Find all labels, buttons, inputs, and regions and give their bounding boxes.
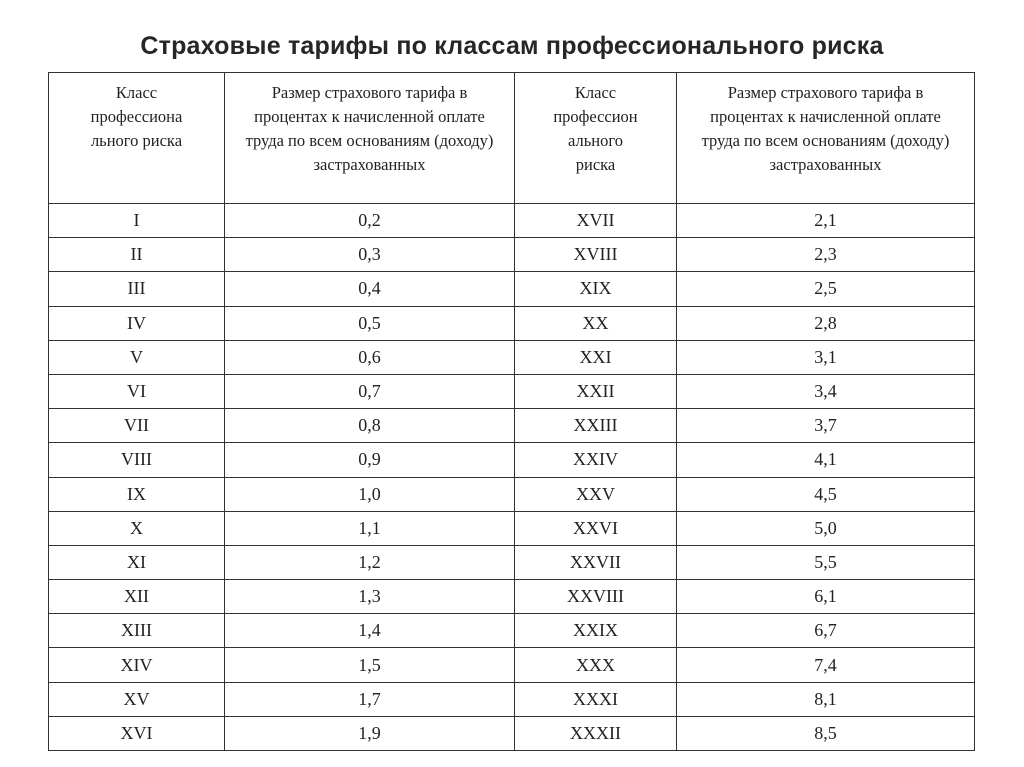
rate-right-cell: 4,5 xyxy=(677,477,975,511)
class-right-cell: XXVIII xyxy=(515,580,677,614)
class-left-cell: X xyxy=(49,511,225,545)
header-rate-right xyxy=(677,73,975,204)
rate-left-cell: 0,8 xyxy=(225,409,515,443)
class-left-cell: VII xyxy=(49,409,225,443)
class-right-cell: XXIX xyxy=(515,614,677,648)
header-class-right-text: Класс профессион ального риска xyxy=(553,83,638,174)
header-rate-left xyxy=(225,73,515,204)
rate-left-cell: 1,0 xyxy=(225,477,515,511)
class-right-cell: XVII xyxy=(515,204,677,238)
rate-right-cell: 2,1 xyxy=(677,204,975,238)
rate-left-cell: 0,6 xyxy=(225,340,515,374)
class-left-cell: XII xyxy=(49,580,225,614)
header-class-left xyxy=(49,73,225,204)
class-right-cell: XXIII xyxy=(515,409,677,443)
class-right-cell: XX xyxy=(515,306,677,340)
table-row xyxy=(49,409,975,443)
class-left-cell: IX xyxy=(49,477,225,511)
class-right-cell: XXIV xyxy=(515,443,677,477)
class-right-cell: XXX xyxy=(515,648,677,682)
table-row xyxy=(49,374,975,408)
page-title: Страховые тарифы по классам профессионального риска xyxy=(140,32,884,60)
table-row xyxy=(49,272,975,306)
rate-left-cell: 0,4 xyxy=(225,272,515,306)
rate-left-cell: 1,5 xyxy=(225,648,515,682)
table-row xyxy=(49,511,975,545)
rate-left-cell: 1,2 xyxy=(225,545,515,579)
class-left-cell: I xyxy=(49,204,225,238)
class-right-cell: XXII xyxy=(515,374,677,408)
class-left-cell: XI xyxy=(49,545,225,579)
class-right-cell: XXVI xyxy=(515,511,677,545)
rate-left-cell: 1,4 xyxy=(225,614,515,648)
header-rate-right-text: Размер страхового тарифа в процентах к начисленной оплате труда по всем основаниям (доходу) застрахованных xyxy=(701,83,950,174)
table-row xyxy=(49,545,975,579)
rate-right-cell: 6,1 xyxy=(677,580,975,614)
rate-left-cell: 1,9 xyxy=(225,716,515,750)
class-left-cell: VI xyxy=(49,374,225,408)
rate-right-cell: 3,4 xyxy=(677,374,975,408)
class-right-cell: XXI xyxy=(515,340,677,374)
header-class-left-text: Класс профессиона льного риска xyxy=(90,83,183,150)
rate-right-cell: 8,1 xyxy=(677,682,975,716)
rate-right-cell: 4,1 xyxy=(677,443,975,477)
class-left-cell: XIV xyxy=(49,648,225,682)
class-right-cell: XIX xyxy=(515,272,677,306)
rate-left-cell: 1,3 xyxy=(225,580,515,614)
class-left-cell: XV xyxy=(49,682,225,716)
header-row xyxy=(49,73,975,204)
rate-left-cell: 0,2 xyxy=(225,204,515,238)
class-left-cell: XVI xyxy=(49,716,225,750)
table-row xyxy=(49,204,975,238)
rate-right-cell: 6,7 xyxy=(677,614,975,648)
rate-right-cell: 7,4 xyxy=(677,648,975,682)
class-right-cell: XXXI xyxy=(515,682,677,716)
class-left-cell: II xyxy=(49,238,225,272)
class-left-cell: XIII xyxy=(49,614,225,648)
rate-left-cell: 1,7 xyxy=(225,682,515,716)
rate-left-cell: 0,3 xyxy=(225,238,515,272)
table-row xyxy=(49,716,975,750)
rate-left-cell: 1,1 xyxy=(225,511,515,545)
rate-right-cell: 3,1 xyxy=(677,340,975,374)
class-left-cell: IV xyxy=(49,306,225,340)
table-row xyxy=(49,682,975,716)
class-right-cell: XXV xyxy=(515,477,677,511)
header-class-right xyxy=(515,73,677,204)
class-right-cell: XVIII xyxy=(515,238,677,272)
class-left-cell: V xyxy=(49,340,225,374)
rate-right-cell: 8,5 xyxy=(677,716,975,750)
rate-right-cell: 2,3 xyxy=(677,238,975,272)
rate-left-cell: 0,5 xyxy=(225,306,515,340)
class-left-cell: VIII xyxy=(49,443,225,477)
tariff-table xyxy=(48,72,975,751)
table-row xyxy=(49,648,975,682)
table-row xyxy=(49,614,975,648)
tariff-table-body xyxy=(49,204,975,751)
table-row xyxy=(49,306,975,340)
header-rate-left-text: Размер страхового тарифа в процентах к начисленной оплате труда по всем основаниям (доходу) застрахованных xyxy=(245,83,494,174)
table-row xyxy=(49,238,975,272)
rate-right-cell: 5,0 xyxy=(677,511,975,545)
rate-right-cell: 2,5 xyxy=(677,272,975,306)
rate-right-cell: 3,7 xyxy=(677,409,975,443)
table-row xyxy=(49,443,975,477)
table-row xyxy=(49,580,975,614)
rate-left-cell: 0,7 xyxy=(225,374,515,408)
class-left-cell: III xyxy=(49,272,225,306)
rate-right-cell: 2,8 xyxy=(677,306,975,340)
table-row xyxy=(49,477,975,511)
rate-left-cell: 0,9 xyxy=(225,443,515,477)
class-right-cell: XXVII xyxy=(515,545,677,579)
table-row xyxy=(49,340,975,374)
rate-right-cell: 5,5 xyxy=(677,545,975,579)
class-right-cell: XXXII xyxy=(515,716,677,750)
tariff-table-header xyxy=(49,73,975,204)
